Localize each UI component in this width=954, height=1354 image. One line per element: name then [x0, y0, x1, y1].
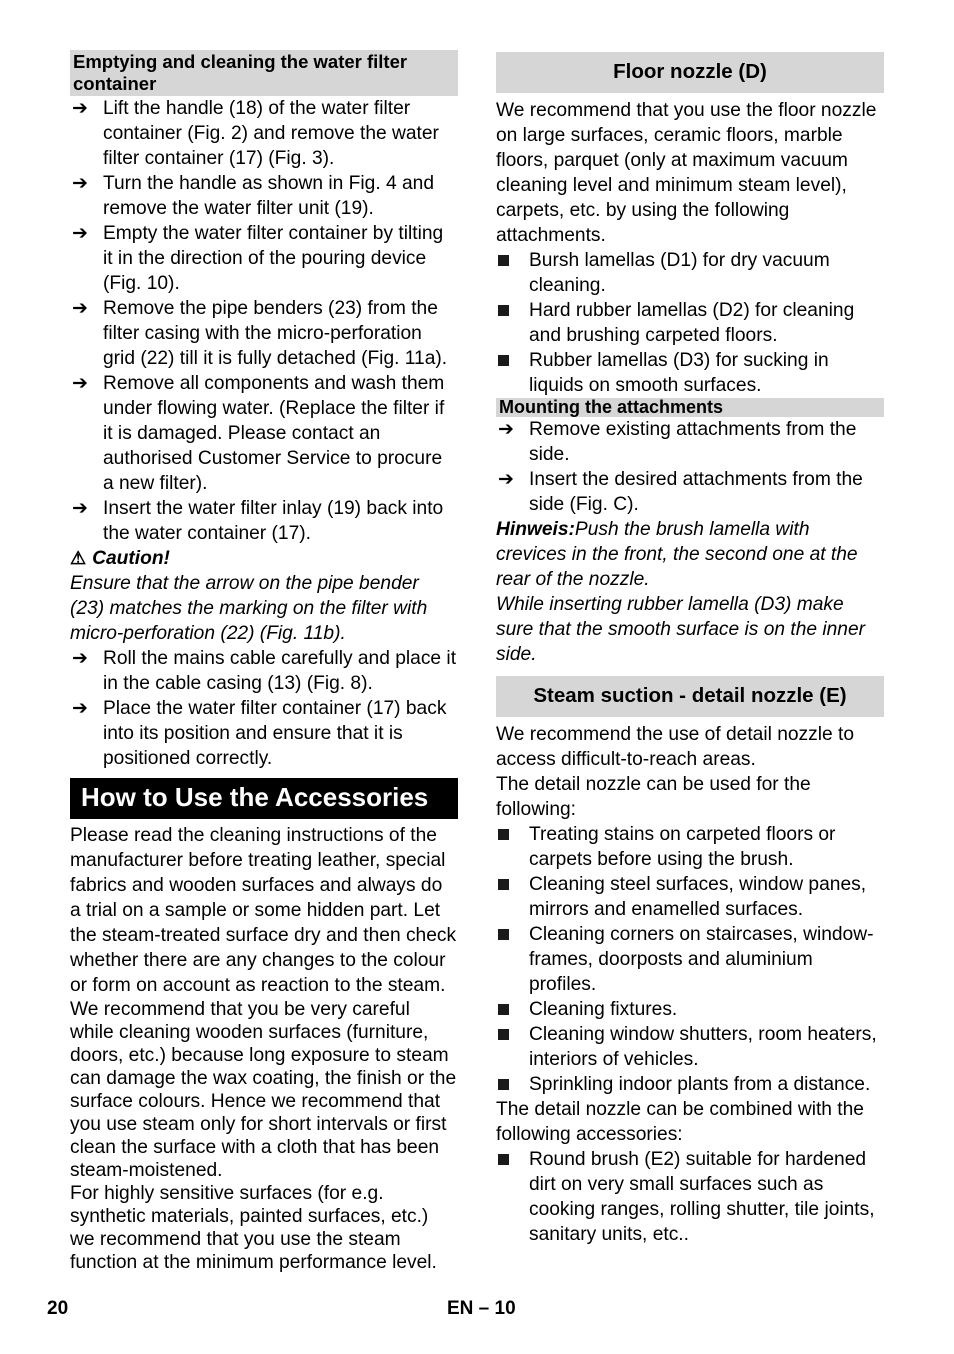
right-column — [496, 52, 884, 1247]
item-text: Remove all components and wash them under flowing water. (Replace the filter if it is damaged. Please contact an authorised Customer Service to procure a new filter). — [103, 373, 445, 494]
item-text: Sprinkling indoor plants from a distance. — [529, 1074, 871, 1095]
floor-nozzle-heading: Floor nozzle (D) — [496, 52, 884, 93]
item-text: Bursh lamellas (D1) for dry vacuum cleaning. — [529, 250, 830, 296]
steam-para-1: We recommend the use of detail nozzle to access difficult-to-reach areas. — [496, 724, 855, 770]
step-item — [70, 96, 458, 171]
step-item — [70, 171, 458, 221]
square-bullet-icon — [498, 1154, 509, 1165]
square-bullet-icon — [498, 255, 509, 266]
accessories-para-3: For highly sensitive surfaces (for e.g. synthetic materials, painted surfaces, etc.) we recommend that you use the steam function at the minimum performance level. — [70, 1183, 437, 1273]
item-text: Cleaning window shutters, room heaters, interiors of vehicles. — [529, 1024, 877, 1070]
arrow-right-icon: ➔ — [72, 223, 88, 244]
hinweis-note — [496, 517, 884, 592]
list-item — [496, 1072, 884, 1097]
section-label: EN – 10 — [447, 1298, 516, 1319]
floor-nozzle-para: We recommend that you use the floor nozzle on large surfaces, ceramic floors, marble floors, parquet (only at maximum vacuum cleaning level and minimum steam level), carpets, etc. by using the following attachments. — [496, 100, 877, 246]
item-text: Insert the water filter inlay (19) back into the water container (17). — [103, 498, 444, 544]
accessories-para-1: Please read the cleaning instructions of the manufacturer before treating leather, special fabrics and wooden surfaces and always do a trial on a sample or some hidden part. Let the steam-treated surface dry and then check whether there are any changes to the colour or form on account as reaction to the steam. — [70, 825, 457, 996]
step-item — [496, 467, 884, 517]
list-item — [496, 1022, 884, 1072]
caution-text: Ensure that the arrow on the pipe bender (23) matches the marking on the filter with micro-perforation (22) (Fig. 11b). — [70, 573, 428, 644]
list-item — [496, 248, 884, 298]
square-bullet-icon — [498, 879, 509, 890]
list-item — [496, 922, 884, 997]
floor-bullets-list — [496, 248, 884, 398]
item-text: Insert the desired attachments from the side (Fig. C). — [529, 469, 863, 515]
step-item — [70, 296, 458, 371]
item-text: Round brush (E2) suitable for hardened dirt on very small surfaces such as cooking ranges, rolling shutter, tile joints, sanitary units, etc.. — [529, 1149, 875, 1245]
accessories-para-2: We recommend that you be very careful while cleaning wooden surfaces (furniture, doors, etc.) because long exposure to steam can damage the wax coating, the finish or the surface colours. Hence we recommend that you use steam only for short intervals or first clean the surface with a cloth that has been steam-moistened. — [70, 999, 457, 1181]
item-text: Lift the handle (18) of the water filter container (Fig. 2) and remove the water filter container (17) (Fig. 3). — [103, 98, 439, 169]
mounting-steps-list — [496, 417, 884, 517]
steam-para-2: The detail nozzle can be used for the following: — [496, 774, 811, 820]
step-item — [70, 496, 458, 546]
caution-label: ⚠ Caution! — [70, 548, 170, 569]
arrow-right-icon: ➔ — [498, 469, 514, 490]
arrow-right-icon: ➔ — [72, 498, 88, 519]
square-bullet-icon — [498, 1029, 509, 1040]
rubber-lamella-note: While inserting rubber lamella (D3) make sure that the smooth surface is on the inner side. — [496, 594, 866, 665]
square-bullet-icon — [498, 305, 509, 316]
steam-suction-heading: Steam suction - detail nozzle (E) — [496, 676, 884, 717]
step-item — [496, 417, 884, 467]
step-item — [70, 696, 458, 771]
accessories-heading: How to Use the Accessories — [70, 778, 458, 819]
list-item — [496, 997, 884, 1022]
mounting-heading: Mounting the attachments — [496, 398, 884, 417]
item-text: Cleaning fixtures. — [529, 999, 678, 1020]
item-text: Remove the pipe benders (23) from the filter casing with the micro-perforation grid (22) till it is fully detached (Fig. 11a). — [103, 298, 448, 369]
square-bullet-icon — [498, 1004, 509, 1015]
arrow-right-icon: ➔ — [72, 173, 88, 194]
item-text: Empty the water filter container by tilting it in the direction of the pouring device (Fig. 10). — [103, 223, 444, 294]
item-text: Rubber lamellas (D3) for sucking in liquids on smooth surfaces. — [529, 350, 829, 396]
list-item — [496, 872, 884, 922]
item-text: Remove existing attachments from the side. — [529, 419, 857, 465]
item-text: Roll the mains cable carefully and place it in the cable casing (13) (Fig. 8). — [103, 648, 457, 694]
arrow-right-icon: ➔ — [72, 698, 88, 719]
page-number: 20 — [47, 1298, 69, 1319]
list-item — [496, 1147, 884, 1247]
steps-list-b — [70, 646, 458, 771]
warning-triangle-icon: ⚠ — [70, 548, 87, 568]
item-text: Treating stains on carpeted floors or carpets before using the brush. — [529, 824, 836, 870]
arrow-right-icon: ➔ — [72, 373, 88, 394]
square-bullet-icon — [498, 1079, 509, 1090]
list-item — [496, 298, 884, 348]
step-item — [70, 371, 458, 496]
list-item — [496, 822, 884, 872]
hinweis-text: Push the brush lamella with crevices in the front, the second one at the rear of the nozzle. — [496, 519, 858, 590]
square-bullet-icon — [498, 829, 509, 840]
square-bullet-icon — [498, 929, 509, 940]
arrow-right-icon: ➔ — [72, 98, 88, 119]
item-text: Cleaning steel surfaces, window panes, mirrors and enamelled surfaces. — [529, 874, 867, 920]
list-item — [496, 348, 884, 398]
arrow-right-icon: ➔ — [72, 298, 88, 319]
arrow-right-icon: ➔ — [498, 419, 514, 440]
left-column — [70, 50, 458, 1274]
combine-bullets-list — [496, 1147, 884, 1247]
steps-list-a — [70, 96, 458, 546]
item-text: Hard rubber lamellas (D2) for cleaning and brushing carpeted floors. — [529, 300, 855, 346]
item-text: Place the water filter container (17) back into its position and ensure that it is positioned correctly. — [103, 698, 447, 769]
arrow-right-icon: ➔ — [72, 648, 88, 669]
emptying-heading: Emptying and cleaning the water filter container — [70, 50, 458, 96]
steam-bullets-list — [496, 822, 884, 1097]
item-text: Cleaning corners on staircases, window-frames, doorposts and aluminium profiles. — [529, 924, 874, 995]
combine-para: The detail nozzle can be combined with the following accessories: — [496, 1099, 864, 1145]
hinweis-label: Hinweis: — [496, 519, 575, 540]
step-item — [70, 221, 458, 296]
square-bullet-icon — [498, 355, 509, 366]
step-item — [70, 646, 458, 696]
item-text: Turn the handle as shown in Fig. 4 and remove the water filter unit (19). — [103, 173, 435, 219]
